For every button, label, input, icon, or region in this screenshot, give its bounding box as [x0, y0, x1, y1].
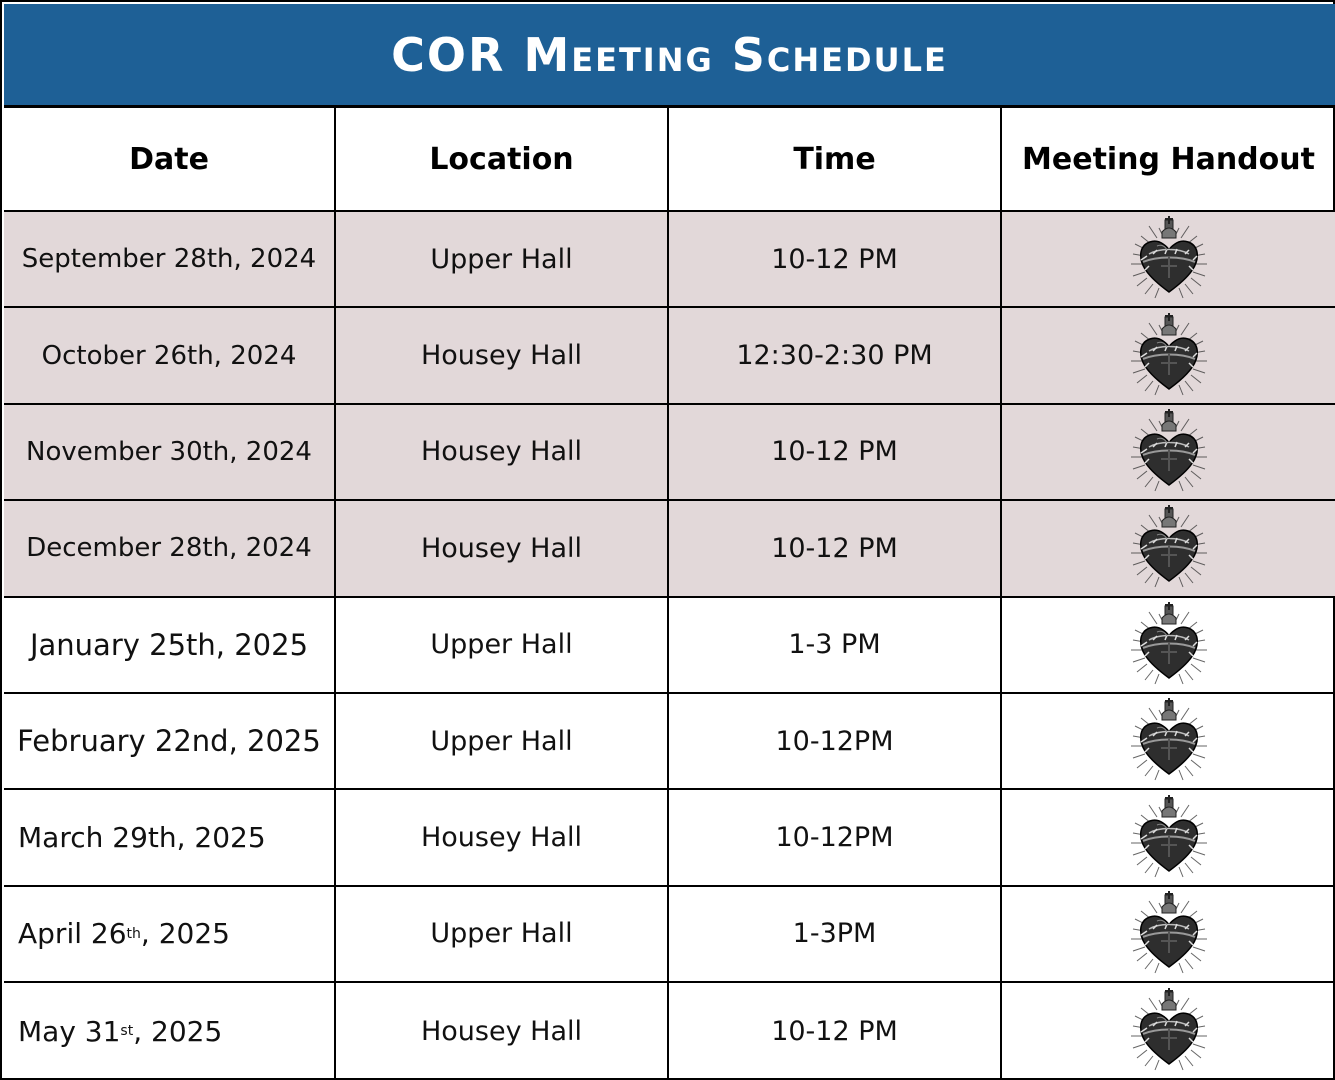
- cell-handout[interactable]: [1002, 983, 1335, 1079]
- sacred-heart-icon[interactable]: [1129, 216, 1209, 302]
- cell-time: 10-12PM: [669, 790, 1002, 886]
- date-tail: , 2025: [133, 1014, 223, 1048]
- cell-handout[interactable]: [1002, 501, 1335, 597]
- sacred-heart-icon[interactable]: [1129, 891, 1209, 977]
- cell-time: 10-12PM: [669, 694, 1002, 790]
- cell-date: November 30th, 2024: [4, 405, 336, 501]
- cell-time: 10-12 PM: [669, 501, 1002, 597]
- cell-handout[interactable]: [1002, 790, 1335, 886]
- cell-handout[interactable]: [1002, 887, 1335, 983]
- cell-handout[interactable]: [1002, 405, 1335, 501]
- sacred-heart-icon[interactable]: [1129, 602, 1209, 688]
- date-main: April 26: [18, 917, 127, 951]
- date-tail: , 2025: [140, 917, 230, 951]
- cell-time: 1-3 PM: [669, 598, 1002, 694]
- cell-handout[interactable]: [1002, 212, 1335, 308]
- sacred-heart-icon[interactable]: [1129, 505, 1209, 591]
- sacred-heart-icon[interactable]: [1129, 313, 1209, 399]
- cell-time: 12:30-2:30 PM: [669, 308, 1002, 404]
- cell-location: Housey Hall: [336, 501, 669, 597]
- date-main: May 31: [18, 1014, 121, 1048]
- schedule-table: [4, 108, 1335, 1080]
- cell-location: Upper Hall: [336, 887, 669, 983]
- cell-date: February 22nd, 2025: [4, 694, 336, 790]
- cell-date: September 28th, 2024: [4, 212, 336, 308]
- sacred-heart-icon[interactable]: [1129, 988, 1209, 1074]
- cell-date: March 29th, 2025: [4, 790, 336, 886]
- header-location: Location: [336, 108, 669, 212]
- cell-location: Upper Hall: [336, 212, 669, 308]
- sacred-heart-icon[interactable]: [1129, 795, 1209, 881]
- cell-time: 1-3PM: [669, 887, 1002, 983]
- cell-location: Housey Hall: [336, 308, 669, 404]
- cell-location: Housey Hall: [336, 790, 669, 886]
- title-bar: [4, 4, 1335, 108]
- sacred-heart-icon[interactable]: [1129, 409, 1209, 495]
- cell-handout[interactable]: [1002, 694, 1335, 790]
- cell-date: October 26th, 2024: [4, 308, 336, 404]
- cell-date: April 26 th , 2025: [4, 887, 336, 983]
- page-title: COR Meeting Schedule: [391, 27, 948, 82]
- cell-date: January 25th, 2025: [4, 598, 336, 694]
- sacred-heart-icon[interactable]: [1129, 698, 1209, 784]
- header-date: Date: [4, 108, 336, 212]
- cell-location: Upper Hall: [336, 598, 669, 694]
- cell-date: May 31 st , 2025: [4, 983, 336, 1079]
- header-time: Time: [669, 108, 1002, 212]
- cell-handout[interactable]: [1002, 308, 1335, 404]
- cell-time: 10-12 PM: [669, 405, 1002, 501]
- cell-location: Housey Hall: [336, 405, 669, 501]
- cell-date: December 28th, 2024: [4, 501, 336, 597]
- cell-time: 10-12 PM: [669, 212, 1002, 308]
- header-meeting-handout: Meeting Handout: [1002, 108, 1335, 212]
- cell-time: 10-12 PM: [669, 983, 1002, 1079]
- cell-location: Upper Hall: [336, 694, 669, 790]
- cell-location: Housey Hall: [336, 983, 669, 1079]
- cell-handout[interactable]: [1002, 598, 1335, 694]
